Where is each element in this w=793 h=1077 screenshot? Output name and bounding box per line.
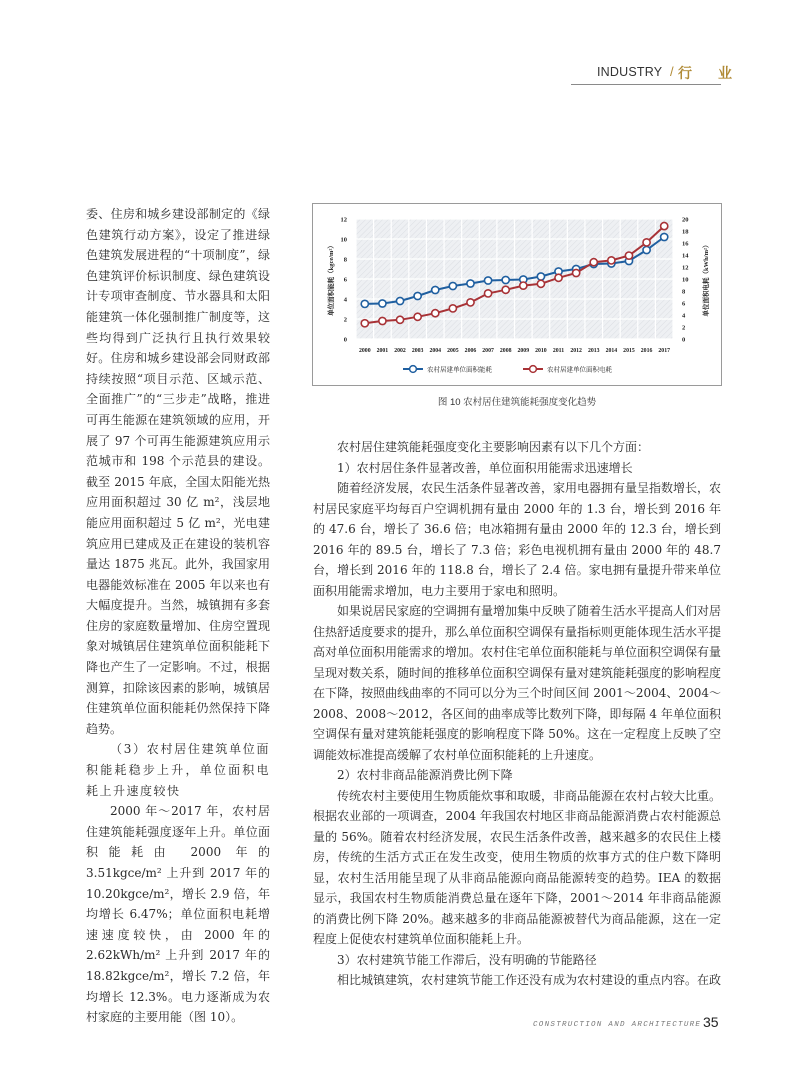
x-tick-label: 2003 <box>411 348 424 354</box>
legend-label: 农村居建单位面积能耗 <box>427 366 492 374</box>
data-point-marker <box>414 292 421 299</box>
data-point-marker <box>396 297 403 304</box>
data-point-marker <box>467 280 474 287</box>
data-point-marker <box>520 282 527 289</box>
line-chart <box>313 204 723 387</box>
section-header <box>571 63 732 85</box>
legend-label: 农村居建单位面积电耗 <box>547 366 612 374</box>
y-right-tick-label: 20 <box>682 216 689 224</box>
data-point-marker <box>555 274 562 281</box>
y-right-tick-label: 10 <box>682 276 689 284</box>
body-paragraph: 随着经济发展，农民生活条件显著改善，家用电器拥有量呈指数增长，农村居民家庭平均每百户空调机拥有量由 2000 年的 1.3 台，增长到 2016 年的 47.6 台，增长了 36.6 倍；电冰箱拥有量由 2000 年的 12.3 台，增长到 2016 年的 89.5 台，增长了 7.3 倍；彩色电视机拥有量由 2000 年的 48.7 台，增长到 2016 年的 118.8 台，增长了 2.4 倍。家电拥有量提升带来单位面积用能需求增加，电力主要用于家电和照明。 <box>313 481 722 598</box>
data-point-marker <box>379 300 386 307</box>
x-tick-label: 2017 <box>658 348 670 354</box>
data-point-marker <box>537 273 544 280</box>
data-point-marker <box>608 257 615 264</box>
body-paragraph: 1）农村居住条件显著改善，单位面积用能需求迅速增长 <box>337 460 633 475</box>
data-point-marker <box>502 276 509 283</box>
data-point-marker <box>661 222 668 229</box>
x-tick-label: 2012 <box>570 348 582 354</box>
y-left-tick-label: 0 <box>343 336 347 344</box>
body-paragraph: 委、住房和城乡建设部制定的《绿色建筑行动方案》，设定了推进绿色建筑发展进程的“十项制度”，绿色建筑评价标识制度、绿色建筑设计专项审查制度、节水器具和太阳能建筑一体化强制推广制度等，这些均得到广泛执行且执行效果较好。住房和城乡建设部会同财政部持续按照“项目示范、区域示范、全面推广”的“三步走”战略，推进可再生能源在建筑领域的应用，开展了 97 个可再生能源建筑应用示范城市和 198 个示范县的建设。截至 2015 年底，全国太阳能光热应用面积超过 30 亿 m²，浅层地能应用面积超过 5 亿 m²，光电建筑应用已建成及正在建设的装机容量达 1875 兆瓦。此外，我国家用电器能效标准在 2005 年以来也有大幅度提升。当然，城镇拥有多套住房的家庭数量增加、住房空置现象对城镇居住建筑单位面积能耗下降也产生了一定影响。不过，根据测算，扣除该因素的影响，城镇居住建筑单位面积能耗仍然保持下降趋势。 <box>86 207 270 736</box>
section-divider: / <box>670 64 674 79</box>
legend-item <box>523 365 613 374</box>
data-point-marker <box>625 252 632 259</box>
data-point-marker <box>449 305 456 312</box>
data-point-marker <box>396 316 403 323</box>
data-point-marker <box>361 300 368 307</box>
y-left-tick-label: 2 <box>343 316 347 324</box>
right-column <box>313 437 721 991</box>
x-tick-label: 2013 <box>587 348 600 354</box>
y-right-tick-label: 0 <box>682 336 686 344</box>
body-paragraph: 2）农村非商品能源消费比例下降 <box>337 768 513 782</box>
data-point-marker <box>361 320 368 327</box>
y-right-tick-label: 12 <box>682 264 689 272</box>
x-tick-label: 2006 <box>464 348 477 354</box>
y-left-tick-label: 12 <box>340 216 347 224</box>
page-number: 35 <box>703 1014 719 1030</box>
x-tick-label: 2000 <box>359 348 371 354</box>
figure-frame-bottom-rule <box>312 385 722 386</box>
x-tick-label: 2014 <box>605 348 618 354</box>
y-left-tick-label: 4 <box>343 296 347 304</box>
data-point-marker <box>484 277 491 284</box>
y-left-tick-label: 10 <box>340 236 347 244</box>
data-point-marker <box>590 259 597 266</box>
x-tick-label: 2011 <box>552 348 565 354</box>
x-tick-label: 2009 <box>517 348 530 354</box>
body-paragraph: 农村居住建筑能耗强度变化主要影响因素有以下几个方面： <box>337 440 650 454</box>
data-point-marker <box>467 299 474 306</box>
x-tick-label: 2008 <box>499 348 512 354</box>
data-point-marker <box>502 286 509 293</box>
journal-name: CONSTRUCTION AND ARCHITECTURE <box>533 1021 702 1029</box>
x-tick-label: 2005 <box>447 348 459 354</box>
body-paragraph: 2000 年～2017 年，农村居住建筑能耗强度逐年上升。单位面积能耗由 2000 年的 3.51kgce/m² 上升到 2017 年的 10.20kgce/m²，增长 2.9 倍，年均增长 6.47%；单位面积电耗增速速度较快，由 2000 年的 2.62kWh/m² 上升到 2017 年的 18.82kgce/m²，增长 7.2 倍，年均增长 12.3%。电力逐渐成为农村家庭的主要用能（图 10）。 <box>86 804 270 1025</box>
x-tick-label: 2015 <box>623 348 635 354</box>
legend-marker-icon <box>530 366 537 373</box>
y-left-tick-label: 6 <box>343 276 347 284</box>
x-tick-label: 2007 <box>482 348 494 354</box>
figure-frame <box>312 203 722 386</box>
x-tick-label: 2002 <box>394 348 406 354</box>
y-right-tick-label: 14 <box>682 252 689 260</box>
figure-caption: 图 10 农村居住建筑能耗强度变化趋势 <box>437 397 597 408</box>
x-tick-label: 2016 <box>640 348 653 354</box>
legend-marker-icon <box>410 366 417 373</box>
y-right-tick-label: 6 <box>682 300 686 308</box>
data-point-marker <box>432 310 439 317</box>
legend-item <box>403 365 493 374</box>
y-right-tick-label: 18 <box>682 228 689 236</box>
left-column <box>86 204 270 1028</box>
data-point-marker <box>573 269 580 276</box>
section-label-en: INDUSTRY <box>597 65 663 79</box>
data-point-marker <box>643 246 650 253</box>
body-paragraph: 如果说居民家庭的空调拥有量增加集中反映了随着生活水平提高人们对居住热舒适度要求的提升，那么单位面积空调保有量指标则更能体现生活水平提高对单位面积用能需求的增加。农村住宅单位面积能耗与单位面积空调保有量呈现对数关系，随时间的推移单位面积空调保有量对建筑能耗强度的影响程度在下降，按照曲线曲率的不同可以分为三个时间区间 2001～2004、2004～2008、2008～2012，各区间的曲率成等比数列下降，即每隔 4 年单位面积空调保有量对建筑能耗强度的影响程度下降 50%。这在一定程度上反映了空调能效标准提高缓解了农村单位面积能耗的上升速度。 <box>313 604 722 762</box>
x-tick-label: 2010 <box>535 348 547 354</box>
x-tick-label: 2001 <box>376 348 389 354</box>
y-right-axis-title: 单位面积电耗（kWh/m²） <box>703 241 710 317</box>
data-point-marker <box>643 239 650 246</box>
body-paragraph: 3）农村建筑节能工作滞后，没有明确的节能路径 <box>337 952 597 967</box>
y-right-tick-label: 4 <box>682 312 686 320</box>
y-left-tick-label: 8 <box>343 256 347 264</box>
section-label-cn-1: 行 <box>678 66 692 82</box>
y-left-axis-title: 单位面积能耗（kgce/m²） <box>328 242 335 316</box>
data-point-marker <box>484 290 491 297</box>
y-right-tick-label: 2 <box>682 324 686 332</box>
data-point-marker <box>449 282 456 289</box>
data-point-marker <box>379 317 386 324</box>
x-tick-label: 2004 <box>429 348 442 354</box>
data-point-marker <box>537 280 544 287</box>
data-point-marker <box>414 313 421 320</box>
subsection-heading: （3）农村居住建筑单位面积能耗稳步上升，单位面积电耗上升速度较快 <box>86 742 270 798</box>
body-paragraph: 相比城镇建筑，农村建筑节能工作还没有成为农村建设的重点内容。在政 <box>337 973 722 987</box>
y-right-tick-label: 16 <box>682 240 689 248</box>
section-label-cn-2: 业 <box>718 66 732 82</box>
y-right-tick-label: 8 <box>682 288 686 296</box>
data-point-marker <box>432 286 439 293</box>
data-point-marker <box>661 233 668 240</box>
body-paragraph: 传统农村主要使用生物质能炊事和取暖，非商品能源在农村占较大比重。根据农业部的一项调查，2004 年我国农村地区非商品能源消费占农村能源总量的 56%。随着农村经济发展，农民生活条件改善，越来越多的农民住上楼房，传统的生活方式正在发生改变，使用生物质的炊事方式的住户数下降明显，农村生活用能呈现了从非商品能源向商品能源转变的趋势。IEA 的数据显示，我国农村生物质能消费总量在逐年下降，2001～2014 年非商品能源的消费比例下降 20%。越来越多的非商品能源被替代为商品能源，这在一定程度上促使农村建筑单位面积能耗上升。 <box>313 788 722 946</box>
